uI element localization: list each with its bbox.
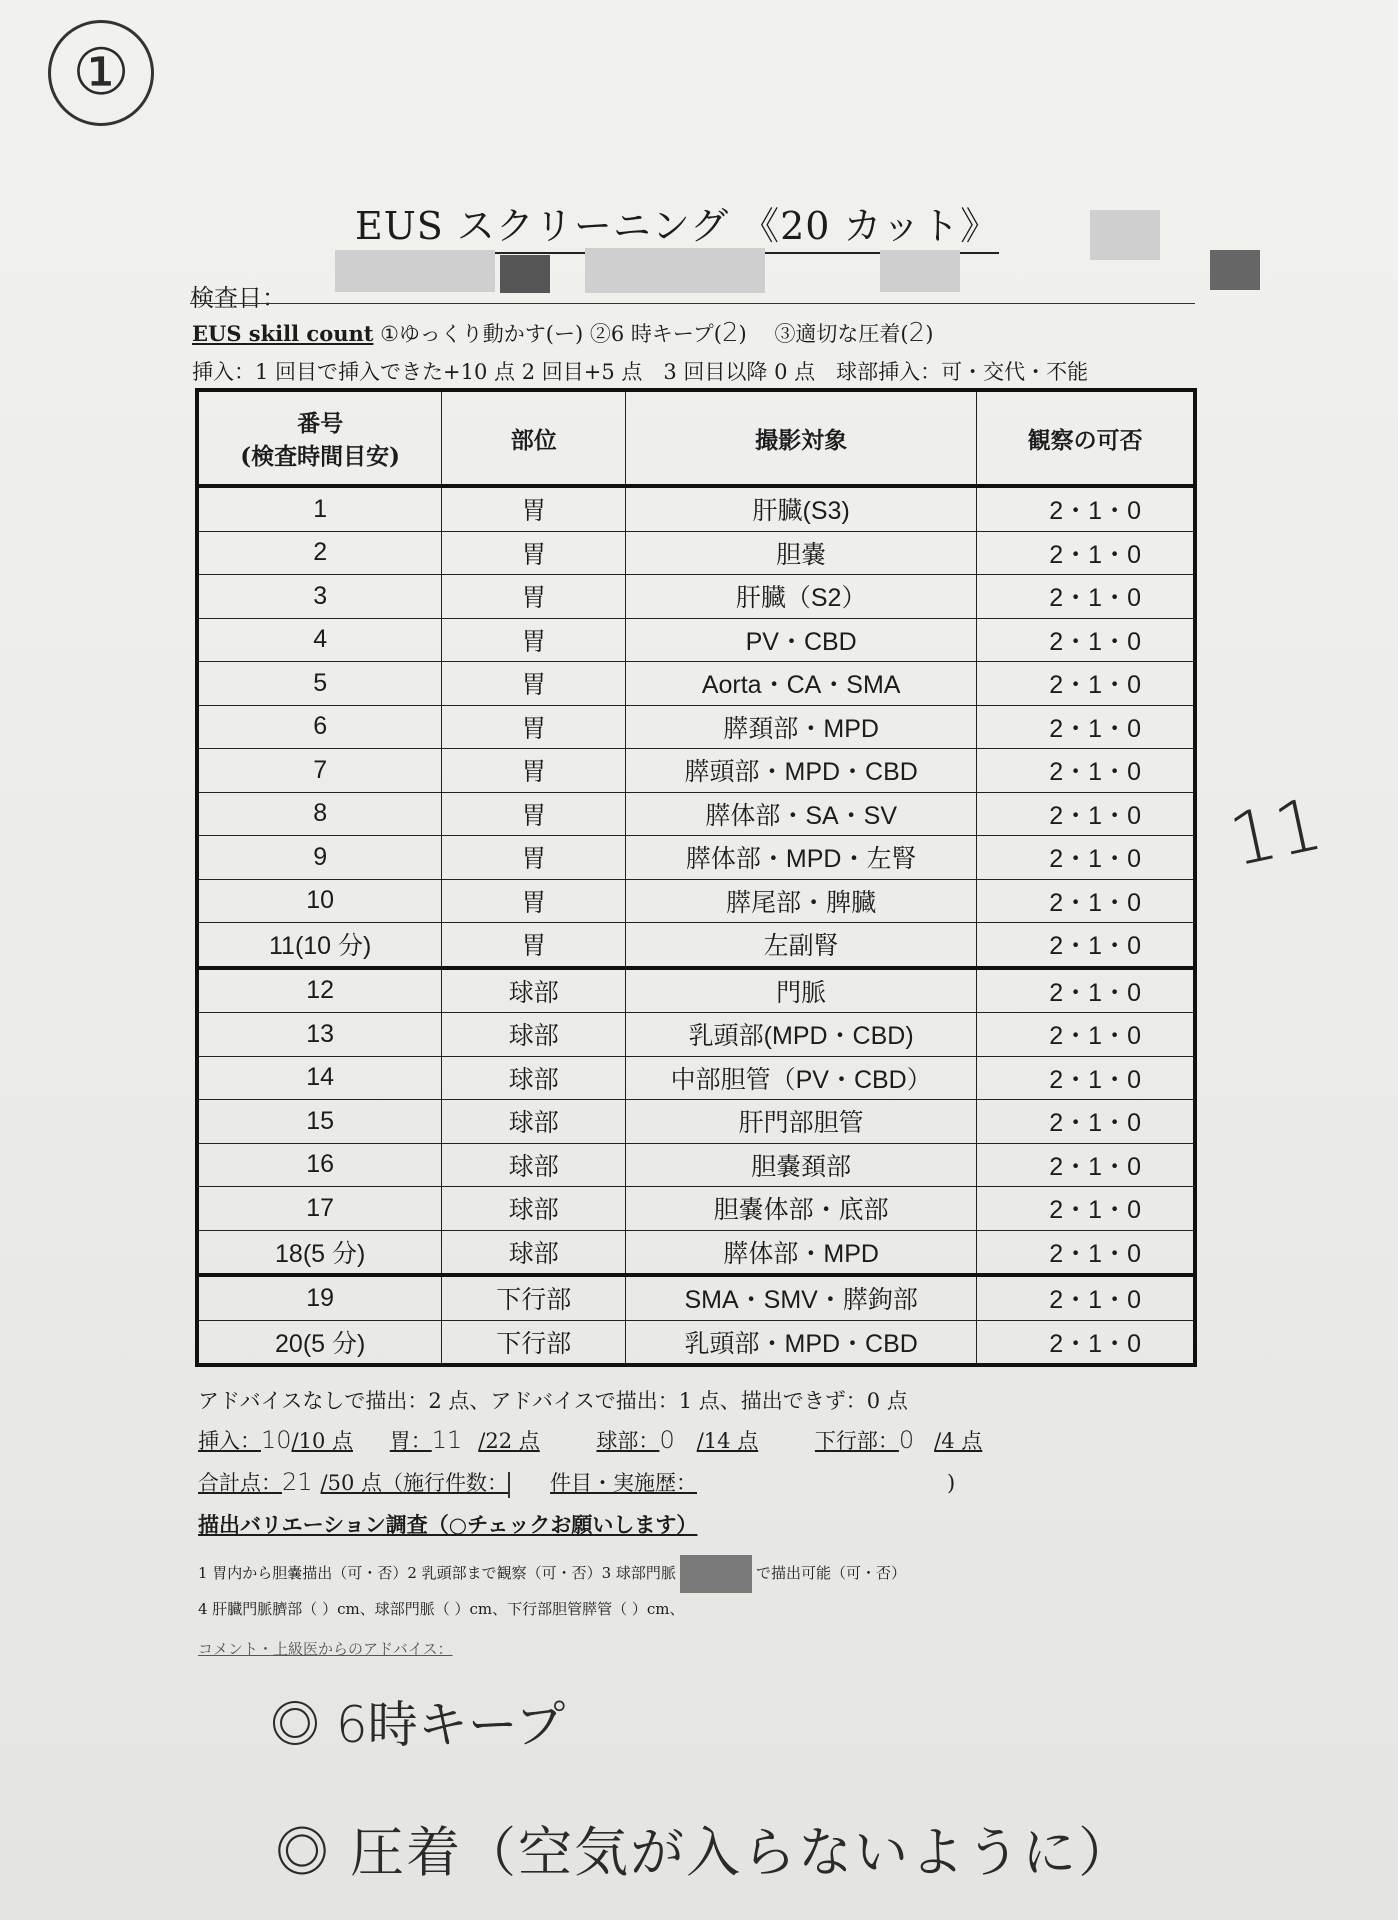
row-target: 膵頚部・MPD: [626, 705, 977, 749]
row-number: 9: [197, 836, 442, 880]
total-label: 合計点：: [198, 1471, 282, 1495]
row-number: 5: [197, 662, 442, 706]
row-site: 胃: [442, 486, 626, 531]
handwritten-comment-1: ◎ 6時キープ: [270, 1696, 566, 1754]
row-score: 2・1・0: [977, 662, 1195, 706]
variation-1b: で描出可能（可・否）: [755, 1564, 906, 1582]
variation-1: 1 胃内から胆嚢描出（可・否）2 乳頭部まで観察（可・否）3 球部門脈: [198, 1564, 676, 1582]
row-number: 7: [197, 749, 442, 793]
table-row: [197, 1143, 1195, 1187]
row-target: 乳頭部(MPD・CBD): [626, 1013, 977, 1057]
stomach-label: 胃：: [389, 1429, 432, 1453]
row-target: 膵体部・MPD: [626, 1230, 977, 1275]
row-site: 胃: [442, 618, 626, 662]
row-site: 胃: [442, 749, 626, 793]
handwritten-comment-2: ◎ 圧着（空気が入らないように）: [275, 1821, 1135, 1884]
row-site: 胃: [442, 705, 626, 749]
exam-date-label: 検査日：: [190, 284, 286, 312]
row-number: 17: [197, 1187, 442, 1231]
corner-circle-mark: [48, 20, 154, 126]
row-target: 中部胆管（PV・CBD）: [626, 1056, 977, 1100]
bulb-label: 球部：: [596, 1429, 660, 1453]
ins-value: 10: [261, 1426, 292, 1454]
insertion-rule: 挿入：1 回目で挿入できた+10 点 2 回目+5 点 3 回目以降 0 点 球部挿入：可・交代・不能: [192, 360, 1089, 384]
skill-mark-2: 2: [722, 318, 739, 348]
row-site: 球部: [442, 1143, 626, 1187]
row-target: 膵尾部・脾臓: [626, 879, 977, 923]
row-target: 膵体部・SA・SV: [626, 792, 977, 836]
row-site: 下行部: [442, 1275, 626, 1320]
row-site: 胃: [442, 792, 626, 836]
table-body: [197, 486, 1195, 1365]
header-number: 番号 (検査時間目安): [197, 390, 442, 486]
row-score: 2・1・0: [977, 1100, 1195, 1144]
row-site: 球部: [442, 1187, 626, 1231]
skill-item-3: ③適切な圧着(: [774, 322, 909, 346]
bulb-max: /14 点: [696, 1429, 759, 1453]
row-site: 胃: [442, 575, 626, 619]
table-row: [197, 575, 1195, 619]
row-number: 19: [197, 1275, 442, 1320]
row-target: SMA・SMV・膵鉤部: [626, 1275, 977, 1320]
row-number: 2: [197, 531, 442, 575]
row-target: PV・CBD: [626, 618, 977, 662]
table-row: [197, 705, 1195, 749]
table-row: [197, 1013, 1195, 1057]
row-score: 2・1・0: [977, 575, 1195, 619]
row-number: 13: [197, 1013, 442, 1057]
table-row: [197, 836, 1195, 880]
row-number: 16: [197, 1143, 442, 1187]
total-line: 合計点：21 /50 点（施行件数： 件目・実施歴： ): [198, 1468, 956, 1496]
header-target: 撮影対象: [626, 390, 977, 486]
redaction-block: [500, 255, 550, 293]
comment-label: コメント・上級医からのアドバイス：: [198, 1640, 453, 1658]
redaction-block: [1090, 210, 1160, 260]
row-site: 球部: [442, 968, 626, 1013]
row-score: 2・1・0: [977, 531, 1195, 575]
corner-mark-text: ①: [72, 36, 130, 110]
redaction-block: [880, 250, 960, 292]
table-row: [197, 662, 1195, 706]
row-target: 膵頭部・MPD・CBD: [626, 749, 977, 793]
row-target: 肝門部胆管: [626, 1100, 977, 1144]
form-title: [355, 195, 999, 254]
row-target: 肝臓(S3): [626, 486, 977, 531]
table-row: [197, 968, 1195, 1013]
skill-count-line: EUS skill count ①ゆっくり動かす(ー) ②6 時キープ(2) ③適切な圧着(2): [192, 318, 934, 348]
score-tally: 11: [1222, 781, 1330, 883]
row-site: 球部: [442, 1100, 626, 1144]
row-target: 胆嚢体部・底部: [626, 1187, 977, 1231]
row-score: 2・1・0: [977, 923, 1195, 968]
row-target: 左副腎: [626, 923, 977, 968]
row-number: 1: [197, 486, 442, 531]
table-row: [197, 1187, 1195, 1231]
table-row: [197, 1100, 1195, 1144]
row-score: 2・1・0: [977, 792, 1195, 836]
table-row: [197, 531, 1195, 575]
score-table: [195, 388, 1197, 1367]
row-number: 3: [197, 575, 442, 619]
ins-label: 挿入：: [198, 1429, 261, 1453]
row-number: 4: [197, 618, 442, 662]
total-value: 21: [282, 1468, 313, 1496]
table-row: [197, 879, 1195, 923]
row-score: 2・1・0: [977, 749, 1195, 793]
bulb-value: 0: [659, 1426, 675, 1454]
header-site: 部位: [442, 390, 626, 486]
row-site: 胃: [442, 836, 626, 880]
total-max: /50 点（施行件数：: [320, 1471, 509, 1495]
row-target: 胆嚢: [626, 531, 977, 575]
row-target: 肝臓（S2）: [626, 575, 977, 619]
redaction-block: [1210, 250, 1260, 290]
row-score: 2・1・0: [977, 1187, 1195, 1231]
row-site: 球部: [442, 1230, 626, 1275]
row-score: 2・1・0: [977, 1230, 1195, 1275]
row-score: 2・1・0: [977, 879, 1195, 923]
table-row: [197, 749, 1195, 793]
redaction-block: [585, 248, 765, 293]
descending-value: 0: [898, 1426, 915, 1454]
skill-count-label: EUS skill count: [192, 321, 374, 346]
row-number: 6: [197, 705, 442, 749]
row-score: 2・1・0: [977, 705, 1195, 749]
variation-title: 描出バリエーション調査（○チェックお願いします）: [198, 1512, 698, 1537]
row-number: 14: [197, 1056, 442, 1100]
table-row: [197, 1320, 1195, 1365]
row-score: 2・1・0: [977, 618, 1195, 662]
skill-items: ①ゆっくり動かす(ー) ②6 時キープ(: [380, 322, 722, 346]
row-score: 2・1・0: [977, 836, 1195, 880]
redaction-block: [335, 250, 495, 292]
row-site: 下行部: [442, 1320, 626, 1365]
row-score: 2・1・0: [977, 486, 1195, 531]
row-target: 胆嚢頚部: [626, 1143, 977, 1187]
row-score: 2・1・0: [977, 1143, 1195, 1187]
title-prefix: EUS スクリーニング: [355, 204, 730, 248]
table-row: [197, 618, 1195, 662]
row-site: 胃: [442, 662, 626, 706]
table-row: [197, 792, 1195, 836]
row-number: 18(5 分): [197, 1230, 442, 1275]
row-score: 2・1・0: [977, 968, 1195, 1013]
row-number: 15: [197, 1100, 442, 1144]
row-number: 20(5 分): [197, 1320, 442, 1365]
row-target: 乳頭部・MPD・CBD: [626, 1320, 977, 1365]
table-header-row: [197, 390, 1195, 486]
totals-line: [198, 1425, 982, 1455]
title-cut: 《20 カット》: [741, 204, 1000, 248]
row-target: 門脈: [626, 968, 977, 1013]
descending-label: 下行部：: [814, 1429, 899, 1453]
row-number: 8: [197, 792, 442, 836]
row-score: 2・1・0: [977, 1013, 1195, 1057]
header-result: 観察の可否: [977, 390, 1195, 486]
table-row: [197, 923, 1195, 968]
advice-rule: アドバイスなしで描出：2 点、アドバイスで描出：1 点、描出できず：0 点: [198, 1389, 908, 1413]
row-number: 10: [197, 879, 442, 923]
row-score: 2・1・0: [977, 1320, 1195, 1365]
table-row: [197, 1275, 1195, 1320]
stomach-max: /22 点: [478, 1429, 540, 1453]
stomach-value: 11: [431, 1426, 463, 1454]
row-target: Aorta・CA・SMA: [626, 662, 977, 706]
descending-max: /4 点: [934, 1429, 983, 1453]
ins-max: /10 点: [291, 1429, 354, 1453]
row-site: 球部: [442, 1013, 626, 1057]
exam-date-underline: [190, 303, 1195, 304]
row-site: 球部: [442, 1056, 626, 1100]
variation-line-1: [198, 1555, 906, 1593]
table-row: [197, 1230, 1195, 1275]
row-site: 胃: [442, 531, 626, 575]
skill-mark-3: 2: [908, 318, 926, 348]
variation-line-2: 4 肝臓門脈臍部（ ）cm、球部門脈（ ）cm、下行部胆管膵管（ ）cm、: [198, 1600, 685, 1618]
row-site: 胃: [442, 879, 626, 923]
table-row: [197, 1056, 1195, 1100]
total-tail: 件目・実施歴：: [550, 1471, 698, 1495]
row-score: 2・1・0: [977, 1056, 1195, 1100]
redaction-block: [680, 1555, 752, 1593]
row-target: 膵体部・MPD・左腎: [626, 836, 977, 880]
row-score: 2・1・0: [977, 1275, 1195, 1320]
table-row: [197, 486, 1195, 531]
row-site: 胃: [442, 923, 626, 968]
row-number: 12: [197, 968, 442, 1013]
row-number: 11(10 分): [197, 923, 442, 968]
